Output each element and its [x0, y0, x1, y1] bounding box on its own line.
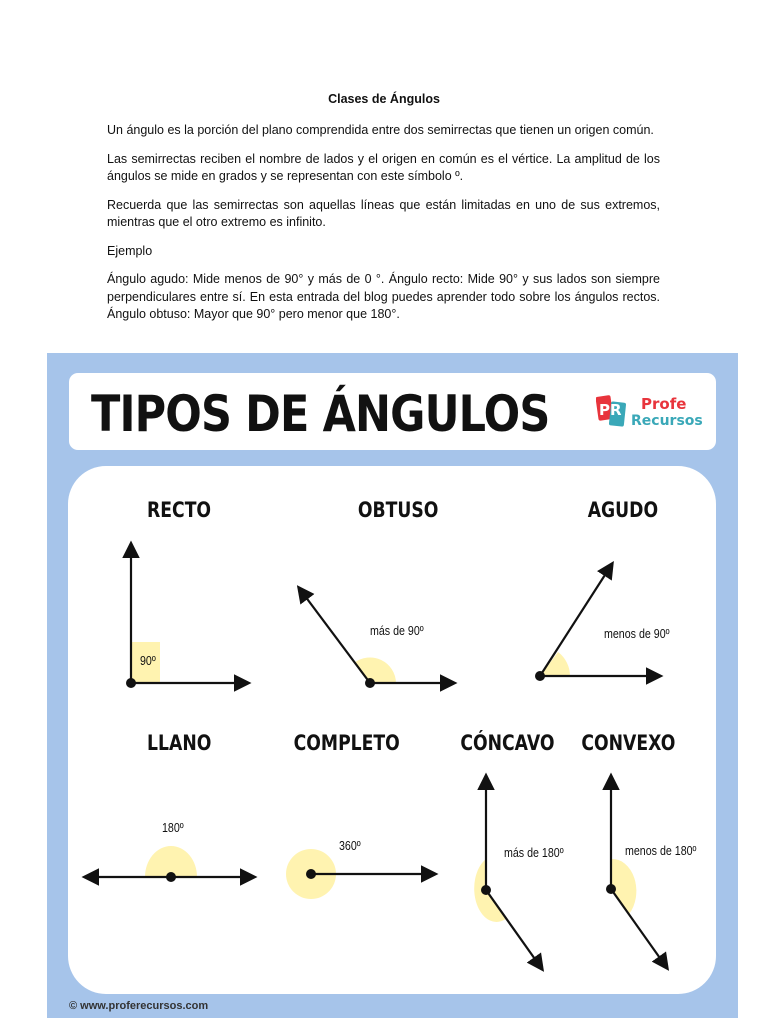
profe-recursos-logo	[596, 392, 711, 432]
infographic-title: TIPOS DE ÁNGULOS	[91, 385, 550, 443]
angle-name-recto: RECTO	[147, 498, 212, 522]
angle-name-convexo: CONVEXO	[581, 731, 676, 755]
concavo-diagram	[474, 776, 542, 969]
convexo-diagram	[606, 776, 667, 968]
completo-diagram	[286, 849, 435, 899]
paragraph-examples: Ángulo agudo: Mide menos de 90° y más de 0 °. Ángulo recto: Mide 90° y sus lados son siempre perpendiculares entre sí. En esta entrada del blog puedes aprender todo sobre los ángulos rectos. Ángulo obtuso: Mayor que 90° pero menor que 180°.	[107, 272, 660, 321]
measure-concavo: más de 180º	[504, 845, 564, 860]
credit-text: © www.proferecursos.com	[69, 1000, 209, 1012]
logo-icon	[596, 392, 711, 432]
paragraph-definition: Un ángulo es la porción del plano comprendida entre dos semirrectas que tienen un origen común.	[107, 123, 654, 137]
measure-convexo: menos de 180º	[625, 843, 697, 858]
logo-line1: Profe	[641, 395, 687, 413]
agudo-diagram	[535, 564, 660, 681]
angle-name-completo: COMPLETO	[293, 731, 400, 755]
angle-name-llano: LLANO	[147, 731, 212, 755]
logo-line2: Recursos	[631, 413, 703, 429]
llano-diagram	[85, 846, 254, 882]
paragraph-semirrectas: Recuerda que las semirrectas son aquellas líneas que están limitadas en uno de sus extremos, mientras que el otro extremo es infinito.	[107, 197, 660, 229]
measure-obtuso: más de 90º	[370, 623, 424, 638]
infographic-banner	[69, 373, 716, 450]
document-title: Clases de Ángulos	[328, 92, 440, 106]
document-body	[107, 122, 660, 335]
obtuso-diagram	[299, 588, 454, 688]
angle-name-obtuso: OBTUSO	[357, 498, 439, 522]
logo-initials: PR	[599, 401, 622, 419]
angle-name-concavo: CÓNCAVO	[460, 731, 555, 755]
angle-diagrams	[68, 466, 716, 994]
paragraph-example-heading: Ejemplo	[107, 243, 153, 258]
angles-panel	[68, 466, 716, 994]
measure-completo: 360º	[339, 838, 361, 853]
angle-types-infographic	[47, 353, 738, 1018]
measure-llano: 180º	[162, 820, 184, 835]
measure-recto: 90º	[140, 653, 156, 668]
angle-name-agudo: AGUDO	[587, 498, 659, 522]
paragraph-sides: Las semirrectas reciben el nombre de lados y el origen en común es el vértice. La amplitud de los ángulos se mide en grados y se representan con este símbolo º.	[107, 151, 660, 183]
measure-agudo: menos de 90º	[604, 626, 670, 641]
